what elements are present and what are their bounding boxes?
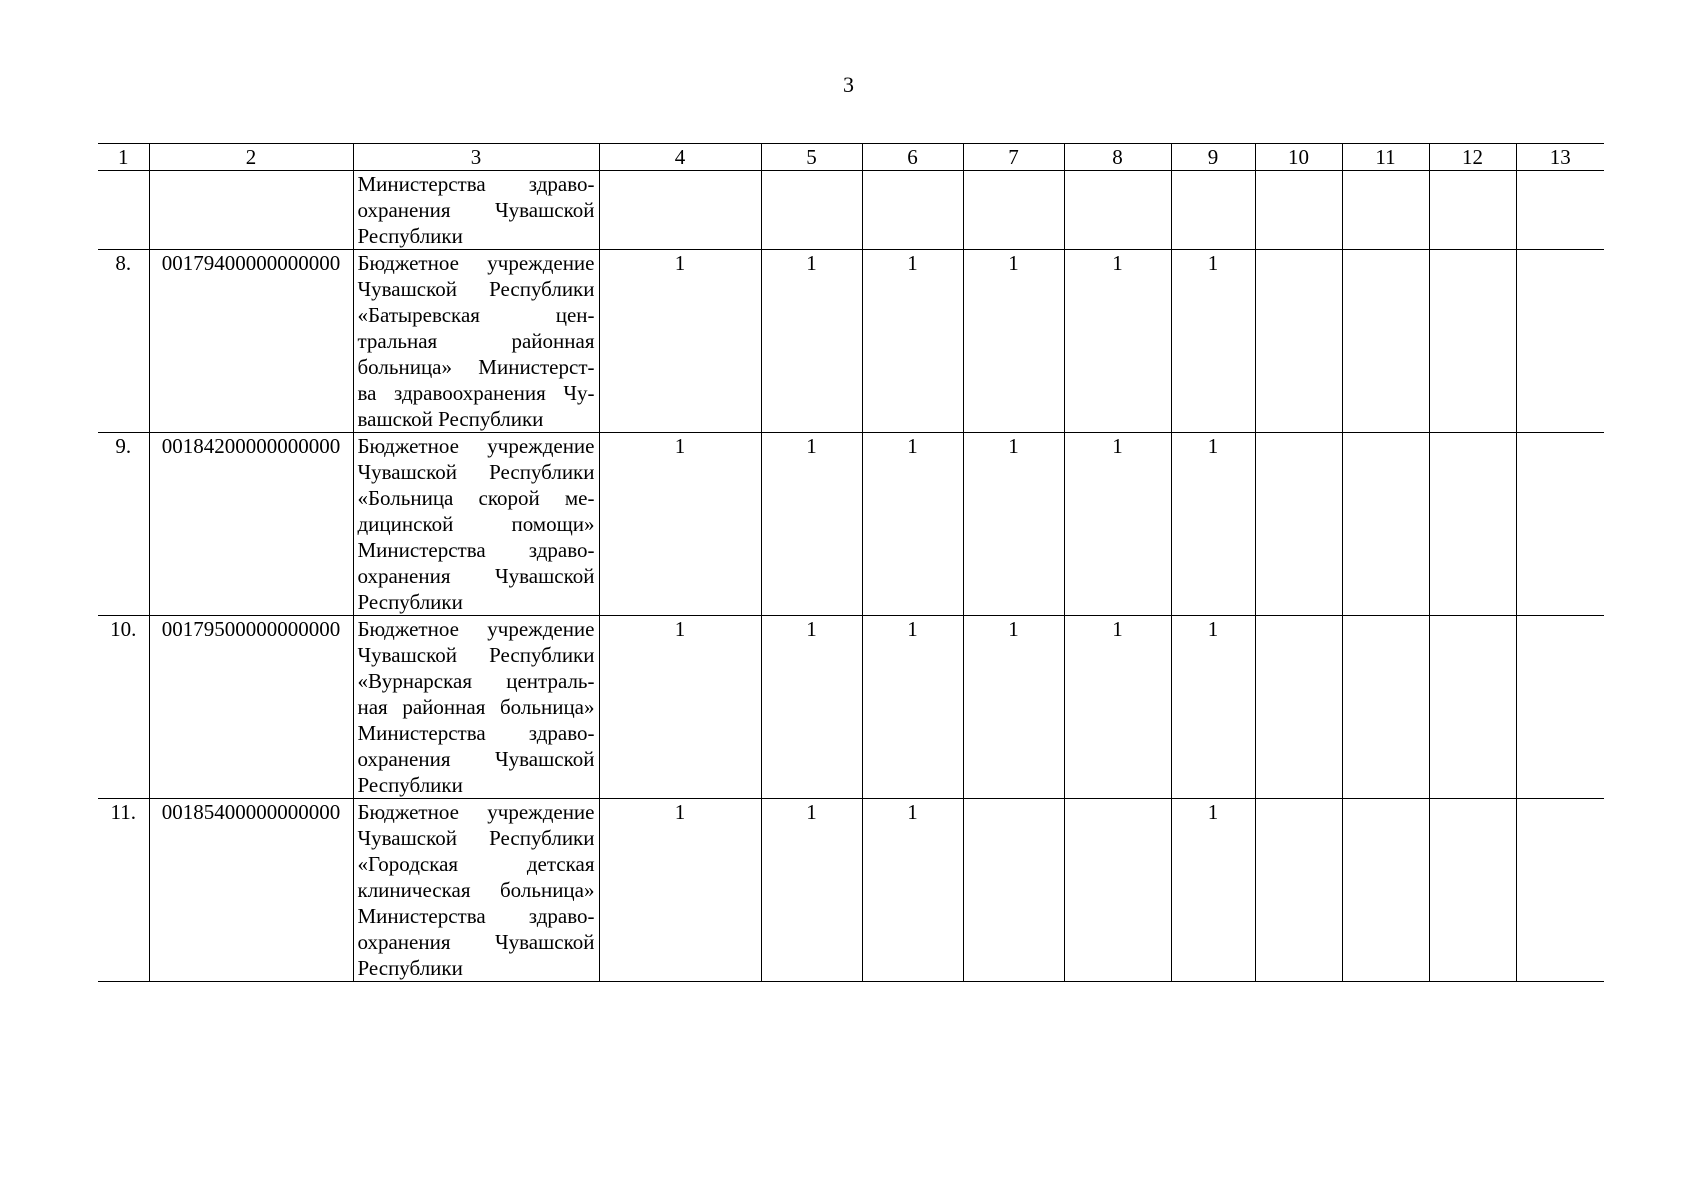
- institution-name-line: Бюджетное учреждение: [357, 434, 595, 458]
- row-number: 9.: [98, 433, 149, 616]
- value-cell: [1516, 250, 1604, 433]
- institution-name-line: Министерства здраво-: [357, 721, 595, 745]
- value-cell: 1: [761, 799, 862, 982]
- page-number: 3: [843, 72, 854, 97]
- institution-name-line: охранения Чувашской: [357, 930, 595, 954]
- column-header: 8: [1064, 144, 1171, 171]
- value-cell: [1255, 250, 1342, 433]
- institution-name-line: Республики: [357, 773, 463, 797]
- institution-code: 00185400000000000: [149, 799, 353, 982]
- institution-name-line: клиническая больница»: [357, 878, 595, 902]
- institution-name-line: Республики: [357, 956, 463, 980]
- value-cell: 1: [1064, 433, 1171, 616]
- value-cell: 1: [963, 433, 1064, 616]
- institution-name: [353, 799, 599, 982]
- institution-name-line: дицинской помощи»: [357, 512, 595, 536]
- row-number: 10.: [98, 616, 149, 799]
- value-cell: [1429, 250, 1516, 433]
- institution-name-line: Республики: [357, 224, 463, 248]
- value-cell: 1: [1171, 433, 1255, 616]
- institution-name-line: тральная районная: [357, 329, 595, 353]
- institution-name-line: Республики: [357, 590, 463, 614]
- value-cell: 1: [1171, 616, 1255, 799]
- table-header-row: [98, 144, 1604, 171]
- value-cell: [599, 171, 761, 250]
- column-header: 1: [98, 144, 149, 171]
- value-cell: [1342, 171, 1429, 250]
- institution-name-line: Министерства здраво-: [357, 538, 595, 562]
- value-cell: 1: [862, 250, 963, 433]
- value-cell: [1429, 433, 1516, 616]
- value-cell: [1255, 433, 1342, 616]
- column-header: 9: [1171, 144, 1255, 171]
- institution-name-line: Чувашской Республики: [357, 826, 595, 850]
- institution-name-line: «Вурнарская централь-: [357, 669, 595, 693]
- institution-name-line: «Батыревская цен-: [357, 303, 595, 327]
- row-number: 8.: [98, 250, 149, 433]
- value-cell: 1: [599, 250, 761, 433]
- institution-name: [353, 616, 599, 799]
- institution-name-line: Бюджетное учреждение: [357, 617, 595, 641]
- institution-name: [353, 250, 599, 433]
- value-cell: 1: [761, 616, 862, 799]
- value-cell: 1: [862, 799, 963, 982]
- value-cell: [1516, 433, 1604, 616]
- row-number: [98, 171, 149, 250]
- institution-name-line: больница» Министерст-: [357, 355, 595, 379]
- column-header: 10: [1255, 144, 1342, 171]
- row-number: 11.: [98, 799, 149, 982]
- value-cell: 1: [761, 433, 862, 616]
- column-header: 3: [353, 144, 599, 171]
- institution-name-line: ная районная больница»: [357, 695, 595, 719]
- value-cell: [1342, 433, 1429, 616]
- value-cell: 1: [963, 250, 1064, 433]
- value-cell: 1: [599, 433, 761, 616]
- table-row: [98, 433, 1604, 616]
- institution-code: [149, 171, 353, 250]
- column-header: 6: [862, 144, 963, 171]
- table-row: [98, 616, 1604, 799]
- value-cell: [1255, 799, 1342, 982]
- table-body: [98, 144, 1604, 982]
- institution-name-line: Чувашской Республики: [357, 460, 595, 484]
- institution-name-line: вашской Республики: [357, 407, 544, 431]
- institution-name: [353, 433, 599, 616]
- value-cell: 1: [862, 433, 963, 616]
- value-cell: 1: [599, 799, 761, 982]
- institution-name-line: «Городская детская: [357, 852, 595, 876]
- value-cell: [1064, 799, 1171, 982]
- value-cell: [1255, 171, 1342, 250]
- value-cell: [1429, 616, 1516, 799]
- column-header: 13: [1516, 144, 1604, 171]
- institution-name-line: охранения Чувашской: [357, 198, 595, 222]
- institution-name-line: Министерства здраво-: [357, 904, 595, 928]
- column-header: 11: [1342, 144, 1429, 171]
- value-cell: [1429, 171, 1516, 250]
- institution-code: 00179500000000000: [149, 616, 353, 799]
- institution-code: 00179400000000000: [149, 250, 353, 433]
- institution-name-line: Бюджетное учреждение: [357, 251, 595, 275]
- value-cell: 1: [862, 616, 963, 799]
- column-header: 4: [599, 144, 761, 171]
- value-cell: [1342, 250, 1429, 433]
- value-cell: 1: [1171, 799, 1255, 982]
- value-cell: 1: [1064, 616, 1171, 799]
- institution-name-line: ва здравоохранения Чу-: [357, 381, 595, 405]
- data-table: [98, 143, 1604, 982]
- value-cell: [1516, 799, 1604, 982]
- value-cell: [1516, 171, 1604, 250]
- institution-name-line: Чувашской Республики: [357, 277, 595, 301]
- value-cell: [963, 799, 1064, 982]
- institution-name-line: Бюджетное учреждение: [357, 800, 595, 824]
- value-cell: 1: [761, 250, 862, 433]
- value-cell: [1064, 171, 1171, 250]
- value-cell: [1429, 799, 1516, 982]
- institution-name-line: Чувашской Республики: [357, 643, 595, 667]
- value-cell: [963, 171, 1064, 250]
- value-cell: [1516, 616, 1604, 799]
- column-header: 5: [761, 144, 862, 171]
- institution-code: 00184200000000000: [149, 433, 353, 616]
- institution-name-line: охранения Чувашской: [357, 564, 595, 588]
- column-header: 2: [149, 144, 353, 171]
- value-cell: [862, 171, 963, 250]
- table-row: [98, 250, 1604, 433]
- institution-name: [353, 171, 599, 250]
- institution-name-line: Министерства здраво-: [357, 172, 595, 196]
- value-cell: 1: [599, 616, 761, 799]
- value-cell: 1: [1171, 250, 1255, 433]
- table-row: [98, 171, 1604, 250]
- table-row: [98, 799, 1604, 982]
- value-cell: [1171, 171, 1255, 250]
- institution-name-line: «Больница скорой ме-: [357, 486, 595, 510]
- value-cell: [761, 171, 862, 250]
- value-cell: [1342, 799, 1429, 982]
- value-cell: 1: [1064, 250, 1171, 433]
- column-header: 7: [963, 144, 1064, 171]
- value-cell: [1255, 616, 1342, 799]
- value-cell: 1: [963, 616, 1064, 799]
- column-header: 12: [1429, 144, 1516, 171]
- institution-name-line: охранения Чувашской: [357, 747, 595, 771]
- value-cell: [1342, 616, 1429, 799]
